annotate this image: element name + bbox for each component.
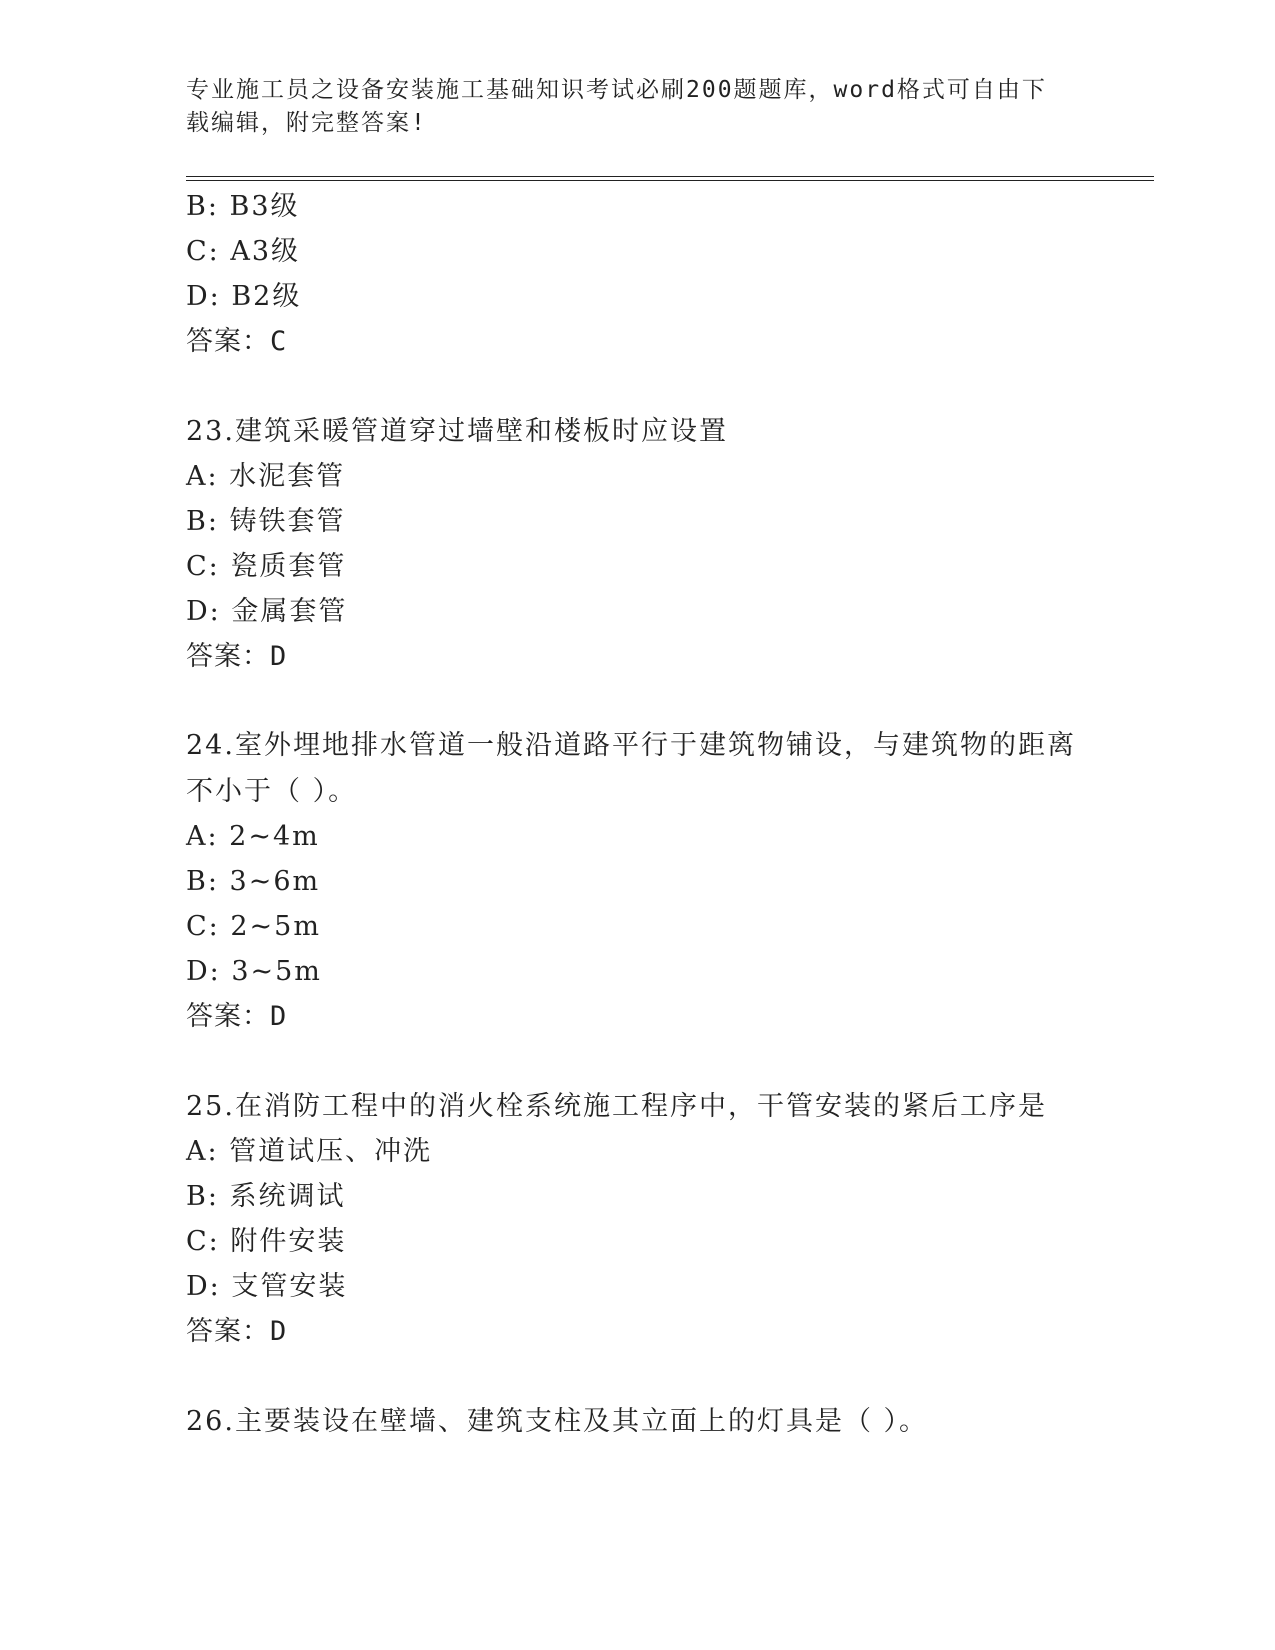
header-rule-bottom: [186, 180, 1154, 181]
answer-line: 答案：D: [186, 1316, 288, 1347]
option-b: B: 系统调试: [186, 1181, 346, 1212]
answer-line: 答案：D: [186, 641, 288, 672]
option-c: C: 瓷质套管: [186, 551, 347, 582]
option-d: D: 金属套管: [186, 596, 348, 627]
question-stem: 25.在消防工程中的消火栓系统施工程序中，干管安装的紧后工序是: [186, 1091, 1047, 1122]
option-b: B: 铸铁套管: [186, 506, 346, 537]
option-d: D: 支管安装: [186, 1271, 348, 1302]
answer-line: 答案：D: [186, 1001, 288, 1032]
header-rule-top: [186, 176, 1154, 177]
option-a: A: 管道试压、冲洗: [186, 1136, 433, 1167]
option-d: D: B2级: [186, 281, 302, 312]
answer-line: 答案：C: [186, 326, 288, 357]
document-header: 专业施工员之设备安装施工基础知识考试必刷200题题库，word格式可自由下载编辑，附完整答案!: [186, 77, 1047, 136]
question-stem: 26.主要装设在壁墙、建筑支柱及其立面上的灯具是（ ）。: [186, 1406, 929, 1437]
option-b: B: B3级: [186, 191, 300, 222]
option-c: C: 2~5m: [186, 911, 321, 942]
question-stem: 24.室外埋地排水管道一般沿道路平行于建筑物铺设，与建筑物的距离不小于（ ）。: [186, 730, 1076, 807]
option-a: A: 2~4m: [186, 821, 320, 852]
option-d: D: 3~5m: [186, 956, 322, 987]
question-stem: 23.建筑采暖管道穿过墙壁和楼板时应设置: [186, 416, 728, 447]
option-c: C: 附件安装: [186, 1226, 347, 1257]
option-b: B: 3~6m: [186, 866, 321, 897]
option-a: A: 水泥套管: [186, 461, 346, 492]
option-c: C: A3级: [186, 236, 301, 267]
